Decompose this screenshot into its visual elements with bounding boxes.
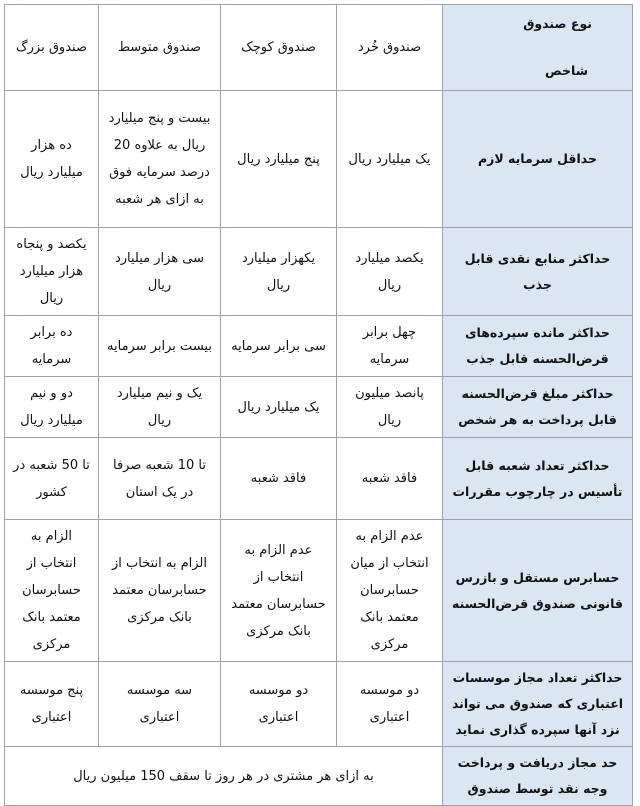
corner-indicator-label: شاخص bbox=[544, 63, 588, 78]
table-cell: پنج موسسه اعتباری bbox=[5, 662, 99, 747]
corner-fund-type-label: نوع صندوق bbox=[523, 16, 592, 31]
table-row bbox=[5, 377, 633, 438]
table-cell: فاقد شعبه bbox=[337, 438, 443, 520]
table-cell: بیست و پنج میلیارد ریال به علاوه 20 درصد سرمایه فوق به ازای هر شعبه bbox=[99, 91, 221, 228]
table-cell: پنج میلیارد ریال bbox=[221, 91, 337, 228]
row-header: حداکثر مانده سپرده‌های قرض‌الحسنه قابل جذب bbox=[443, 316, 633, 377]
column-header-small: صندوق کوچک bbox=[221, 5, 337, 91]
fund-comparison-table bbox=[4, 4, 633, 806]
corner-header-cell bbox=[443, 5, 633, 91]
table-cell: الزام به انتخاب از حسابرسان معتمد بانک مرکزی bbox=[99, 520, 221, 662]
table-cell: پانصد میلیون ریال bbox=[337, 377, 443, 438]
table-cell: یکصد میلیارد ریال bbox=[337, 228, 443, 316]
table-row bbox=[5, 747, 633, 806]
table-cell: دو موسسه اعتباری bbox=[221, 662, 337, 747]
row-header: حداکثر منابع نقدی قابل جذب bbox=[443, 228, 633, 316]
table-cell: یکهزار میلیارد ریال bbox=[221, 228, 337, 316]
header-row bbox=[5, 5, 633, 91]
table-cell: تا 50 شعبه در کشور bbox=[5, 438, 99, 520]
table-cell: الزام به انتخاب از حسابرسان معتمد بانک مرکزی bbox=[5, 520, 99, 662]
table-cell: دو و نیم میلیارد ریال bbox=[5, 377, 99, 438]
table-cell: چهل برابر سرمایه bbox=[337, 316, 443, 377]
table-row bbox=[5, 520, 633, 662]
table-cell: فاقد شعبه bbox=[221, 438, 337, 520]
table-cell: سی برابر سرمایه bbox=[221, 316, 337, 377]
row-header: حداقل سرمایه لازم bbox=[443, 91, 633, 228]
table-cell: سه موسسه اعتباری bbox=[99, 662, 221, 747]
table-cell: یک و نیم میلیارد ریال bbox=[99, 377, 221, 438]
column-header-medium: صندوق متوسط bbox=[99, 5, 221, 91]
table-cell: یکصد و پنجاه هزار میلیارد ریال bbox=[5, 228, 99, 316]
table-row bbox=[5, 228, 633, 316]
column-header-large: صندوق بزرگ bbox=[5, 5, 99, 91]
table-cell: یک میلیارد ریال bbox=[337, 91, 443, 228]
row-header: حداکثر مبلغ قرض‌الحسنه قابل پرداخت به هر شخص bbox=[443, 377, 633, 438]
table-row bbox=[5, 662, 633, 747]
row-header: حداکثر تعداد مجاز موسسات اعتباری که صندوق می تواند نزد آنها سپرده گذاری نماید bbox=[443, 662, 633, 747]
merged-table-cell: به ازای هر مشتری در هر روز تا سقف 150 میلیون ریال bbox=[5, 747, 443, 806]
row-header: حداکثر تعداد شعبه قابل تأسیس در چارچوب مقررات bbox=[443, 438, 633, 520]
table-row bbox=[5, 438, 633, 520]
table-cell: ده برابر سرمایه bbox=[5, 316, 99, 377]
table-cell: ده هزار میلیارد ریال bbox=[5, 91, 99, 228]
row-header: حد مجاز دریافت و پرداخت وجه نقد توسط صندوق bbox=[443, 747, 633, 806]
column-header-micro: صندوق خُرد bbox=[337, 5, 443, 91]
table-cell: سی هزار میلیارد ریال bbox=[99, 228, 221, 316]
table-row bbox=[5, 316, 633, 377]
table-cell: دو موسسه اعتباری bbox=[337, 662, 443, 747]
table-cell: تا 10 شعبه صرفا در یک استان bbox=[99, 438, 221, 520]
row-header: حسابرس مستقل و بازرس قانونی صندوق قرض‌الحسنه bbox=[443, 520, 633, 662]
table-cell: عدم الزام به انتخاب از میان حسابرسان معتمد بانک مرکزی bbox=[337, 520, 443, 662]
table-cell: بیست برابر سرمایه bbox=[99, 316, 221, 377]
table-cell: یک میلیارد ریال bbox=[221, 377, 337, 438]
table-cell: عدم الزام به انتخاب از حسابرسان معتمد بانک مرکزی bbox=[221, 520, 337, 662]
table-row bbox=[5, 91, 633, 228]
